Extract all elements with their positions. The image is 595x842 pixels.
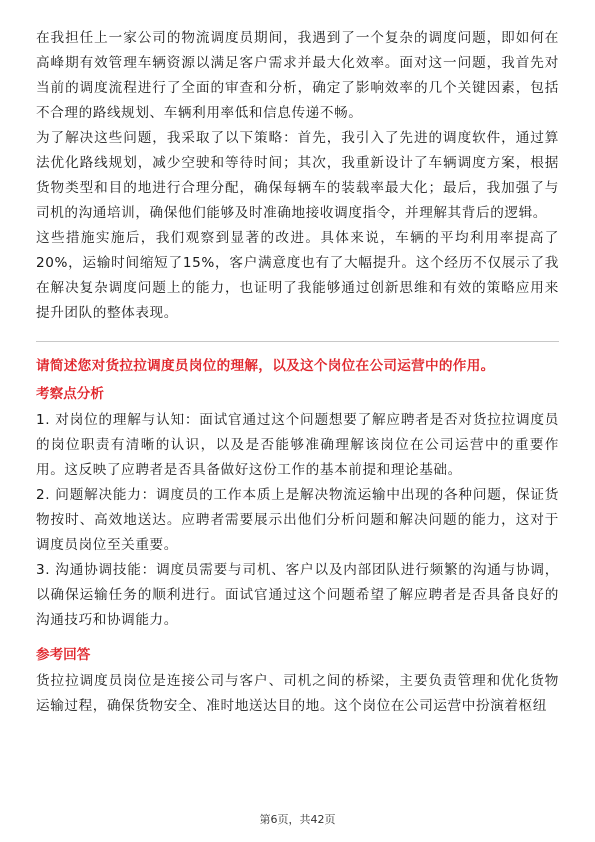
analysis-title: 考察点分析 [36,386,104,402]
analysis-point-1: 1. 对岗位的理解与认知：面试官通过这个问题想要了解应聘者是否对货拉拉调度员的岗位职责有清晰的认识，以及是否能够准确理解该岗位在公司运营中的重要作用。这反映了应聘者是否具备做好这份工作的基本前提和理论基础。 [36,412,559,478]
analysis-point-2: 2. 问题解决能力：调度员的工作本质上是解决物流运输中出现的各种问题，保证货物按时、高效地送达。应聘者需要展示出他们分析问题和解决问题的能力，这对于调度员岗位至关重要。 [36,487,559,553]
question-heading: 请简述您对货拉拉调度员岗位的理解，以及这个岗位在公司运营中的作用。 [36,358,495,374]
answer-title: 参考回答 [36,647,91,663]
body-paragraph-1: 在我担任上一家公司的物流调度员期间，我遇到了一个复杂的调度问题，即如何在高峰期有效管理车辆资源以满足客户需求并最大化效率。面对这一问题，我首先对当前的调度流程进行了全面的审查和分析，确定了影响效率的几个关键因素，包括不合理的路线规划、车辆利用率低和信息传递不畅。 [36,30,559,121]
answer-paragraph: 货拉拉调度员岗位是连接公司与客户、司机之间的桥梁，主要负责管理和优化货物运输过程，确保货物安全、准时地送达目的地。这个岗位在公司运营中扮演着枢纽 [36,673,559,714]
document-page [36,26,559,719]
body-paragraph-2: 为了解决这些问题，我采取了以下策略：首先，我引入了先进的调度软件，通过算法优化路线规划，减少空驶和等待时间；其次，我重新设计了车辆调度方案，根据货物类型和目的地进行合理分配，确保每辆车的装载率最大化；最后，我加强了与司机的沟通培训，确保他们能够及时准确地接收调度指令，并理解其背后的逻辑。 [36,130,559,221]
analysis-point-3: 3. 沟通协调技能：调度员需要与司机、客户以及内部团队进行频繁的沟通与协调，以确保运输任务的顺利进行。面试官通过这个问题希望了解应聘者是否具备良好的沟通技巧和协调能力。 [36,562,559,628]
section-divider [36,341,559,342]
body-paragraph-3: 这些措施实施后，我们观察到显著的改进。具体来说，车辆的平均利用率提高了20%，运输时间缩短了15%，客户满意度也有了大幅提升。这个经历不仅展示了我在解决复杂调度问题上的能力，也证明了我能够通过创新思维和有效的策略应用来提升团队的整体表现。 [36,230,559,321]
page-number: 第6页，共42页 [259,813,336,826]
